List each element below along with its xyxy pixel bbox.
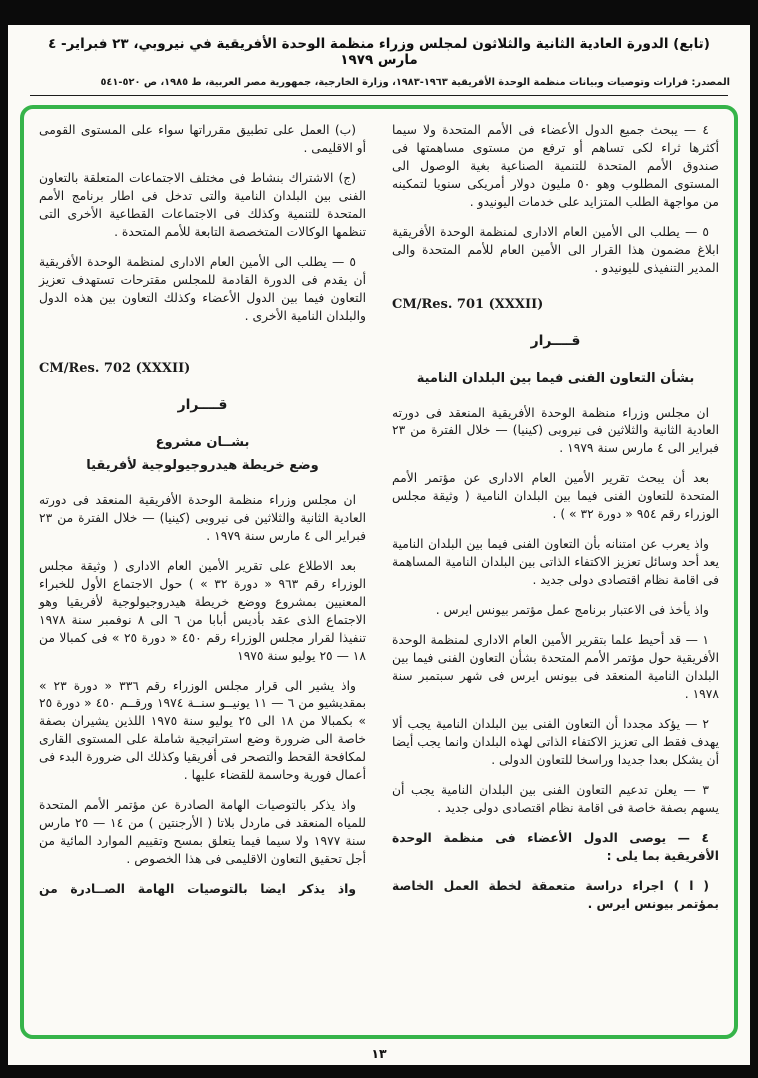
sub-clause-j: (ج) الاشتراك بنشاط فى مختلف الاجتماعات المتعلقة بالتعاون الفنى بين البلدان النامية والتى تدخل فى اطار برنامج الأمم المتحدة للتنمية وكذلك فى الاجتماعات القطاعية الأخرى التى تنظمها الوكالات المتخصصة التابعة للأمم المتحدة . [39,170,366,239]
preamble-paragraph: بعد أن يبحث تقرير الأمين العام الادارى عن مؤتمر الأمم المتحدة للتعاون الفنى فيما بين البلدان النامية ( وثيقة مجلس الوزراء رقم ٩٥٤ « دورة ٣٢ » ) . [392,471,719,522]
preamble-paragraph: واذ يذكر بالتوصيات الهامة الصادرة عن مؤتمر الأمم المتحدة للمياه المنعقد فى ماردل بلاتا ( الأرجنتين ) من ١٤ — ٢٥ مارس سنة ١٩٧٧ ولا سيما فيما يتعلق بمسح وتقييم الموارد المائية من أجل تحقيق التعاون الاقليمى فى هذا الخصوص . [39,798,366,867]
resolution-subject: بشأن التعاون الفنى فيما بين البلدان النامية [416,371,695,387]
page-number: ١٣ [371,1046,387,1061]
sub-clause-b: (ب) العمل على تطبيق مقرراتها سواء على المستوى القومى أو الاقليمى . [39,123,366,155]
content-border-box [20,105,738,1039]
continuation-line: واذ يذكر ايضا بالتوصيات الهامة الصــادرة من [39,882,356,897]
resolution-subject-line2: وضع خريطة هيدروجيولوجية لأفريقيا [86,458,319,474]
operative-clause-3: ٣ — يعلن تدعيم التعاون الفنى بين البلدان النامية يجب أن يسهم بصفة خاصة فى اقامة نظام اقتصادى دولى جديد . [392,782,719,815]
document-title: (تابع) الدورة العادية الثانية والثلاثون لمجلس وزراء منظمة الوحدة الأفريقية في نيروبي، ٢٣ فبراير- ٤ مارس ١٩٧٩ [48,36,710,68]
two-column-layout [39,122,719,1022]
operative-clause-2: ٢ — يؤكد مجددا أن التعاون الفنى بين البلدان النامية يجب ألا يهدف فقط الى تعزيز الاكتفاء الذاتى لهذه البلدان وانما يجب أيضا أن يشكل بعدا جديدا وراسخا للتعاون الدولى . [392,716,719,767]
preamble-paragraph: ان مجلس وزراء منظمة الوحدة الأفريقية المنعقد فى دورته العادية الثانية والثلاثين فى نيروبى (كينيا) — خلال الفترة من ٢٣ فبراير الى ٤ مارس سنة ١٩٧٩ . [39,492,366,543]
clause-5: ٥ — يطلب الى الأمين العام الادارى لمنظمة الوحدة الأفريقية ابلاغ مضمون هذا القرار الى الأمين العام للأمم المتحدة والى المدير التنفيذى لليونيدو . [392,224,719,275]
clause-5: ٥ — يطلب الى الأمين العام الادارى لمنظمة الوحدة الأفريقية أن يقدم فى الدورة القادمة للمجلس مقترحات تستهدف تعزيز التعاون فيما بين الدول الأعضاء وكذلك التعاون بين هذه الدول والبلدان النامية الأخرى . [39,254,366,323]
resolution-heading: قــــرار [530,332,581,349]
right-column [392,122,719,1022]
preamble-paragraph: واذ يأخذ فى الاعتبار برنامج عمل مؤتمر بيونس ايرس . [435,603,709,618]
document-page [8,25,750,1065]
source-citation: المصدر: قرارات وتوصيات وبيانات منظمة الوحدة الأفريقية ١٩٦٣-١٩٨٣، وزارة الخارجية، جمهورية مصر العربية، ط ١٩٨٥، ص ٥٢٠-٥٤١ [100,77,730,88]
page-header [8,25,750,96]
preamble-paragraph: واذ يعرب عن امتنانه بأن التعاون الفنى فيما بين البلدان النامية يعد أحد وسائل تعزيز الاكتفاء الذاتى بين البلدان النامية المساهمة فى اقامة نظام اقتصادى دولى جديد . [392,537,719,588]
resolution-heading: قــــرار [177,396,228,413]
preamble-paragraph: بعد الاطلاع على تقرير الأمين العام الادارى ( وثيقة مجلس الوزراء رقم ٩٦٣ « دورة ٣٢ » ) حول الاجتماع الأول للخبراء المعنيين بمشروع ووضع خريطة هيدروجيولوجية لأفريقيا وهو الاجتماع الذى عقد بأديس أبابا من ٦ الى ٨ نوفمبر سنة ١٩٧٨ تنفيذا لقرار مجلس الوزراء رقم ٤٥٠ « دورة ٢٥ » فى كمبالا من ١٨ — ٢٥ يوليو سنة ١٩٧٥ [39,558,367,663]
header-divider [30,95,728,96]
operative-clause-4: ٤ — يوصى الدول الأعضاء فى منظمة الوحدة الأفريقية بما يلى : [392,830,719,863]
left-column [39,122,366,1022]
preamble-paragraph: ان مجلس وزراء منظمة الوحدة الأفريقية المنعقد فى دورته العادية الثانية والثلاثين فى نيروبى (كينيا) — خلال الفترة من ٢٣ فبراير الى ٤ مارس سنة ١٩٧٩ . [392,405,719,456]
operative-clause-1: ١ — قد أحيط علما بتقرير الأمين العام الادارى لمنظمة الوحدة الأفريقية حول مؤتمر الأمم المتحدة بشأن التعاون الفنى فيما بين البلدان النامية المنعقد فى بيونس ايرس فى شهر سبتمبر سنة ١٩٧٨ . [392,633,719,701]
resolution-ref-702: CM/Res. 702 (XXXII) [39,360,191,376]
resolution-subject-line1: بشــان مشروع [155,434,250,450]
clause-4: ٤ — يبحث جميع الدول الأعضاء فى الأمم المتحدة ولا سيما أكثرها ثراء لكى تساهم أو ترفع من مستوى مساهمتها فى صندوق الأمم المتحدة للتنمية الصناعية بغية الوصول الى المستوى المطلوب وهو ٥٠ مليون دولار أمريكى سنويا لتمكينه من مواجهة الطلب المتزايد على خدمات اليونيدو . [392,123,719,209]
preamble-paragraph: واذ يشير الى قرار مجلس الوزراء رقم ٣٣٦ « دورة ٢٣ » بمقديشيو من ٦ — ١١ يونيــو سنــة ١٩٧٤ ورقــم ٤٥٠ « دورة ٢٥ » بكمبالا من ١٨ الى ٢٥ يوليو سنة ١٩٧٥ اللذين يشيران بصفة خاصة الى ضرورة وضع استراتيجية شاملة على المستوى القارى لمكافحة القحط والتصحر فى أفريقيا وكذلك الى ضرورة البدء فى أعمال فورية وحاسمة للقضاء عليها . [39,678,366,783]
resolution-ref-701: CM/Res. 701 (XXXII) [392,296,544,312]
sub-clause-a: ( ا ) اجراء دراسة متعمقة لخطة العمل الخاصة بمؤتمر بيونس ايرس . [392,878,719,911]
